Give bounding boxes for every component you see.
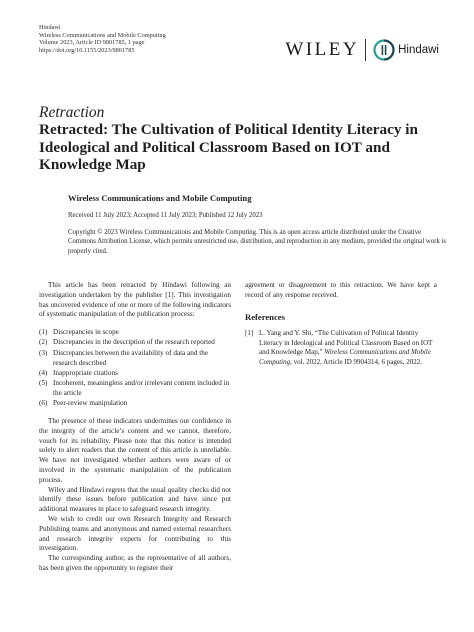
wiley-hindawi-logo: [285, 37, 439, 63]
list-item-number: (5): [39, 379, 48, 388]
article-type: Retraction: [39, 104, 105, 121]
list-item-number: (2): [39, 338, 48, 347]
list-item-text: Inappropriate citations: [53, 368, 118, 377]
right-column: [245, 281, 437, 367]
wiley-logo-text: WILEY: [285, 39, 360, 60]
intro-paragraph: This article has been retracted by Hindawi following an investigation undertaken by the publisher [1]. This investigation has uncovered evidence of one or more of the following indicators of systematic manipulation of the publication process:: [39, 281, 231, 319]
list-item-text: Peer-review manipulation: [53, 399, 128, 408]
publisher-name: Hindawi: [39, 24, 61, 31]
list-item: [39, 369, 231, 379]
indicator-list: [39, 328, 231, 409]
reference-number: [1]: [245, 329, 254, 338]
reference-details: , vol. 2022, Article ID 9904314, 6 pages, 2022.: [290, 357, 422, 366]
hindawi-logo-text: Hindawi: [398, 44, 439, 56]
list-item: [39, 379, 231, 399]
list-item-text: Discrepancies in the description of the research reported: [53, 338, 215, 347]
volume-line: Volume 2023, Article ID 9801785, 1 page: [39, 39, 145, 47]
left-column: [39, 281, 231, 574]
confidence-paragraph: The presence of these indicators undermines our confidence in the integrity of the article’s content and we cannot, therefore, vouch for its reliability. Please note that this notice is intended solely to alert readers that the content of this article is unreliable. We have not investigated whether authors were aware of or involved in the systematic manipulation of the publication process.: [39, 417, 231, 484]
list-item-number: (1): [39, 328, 48, 337]
references-heading: References: [245, 311, 285, 322]
reference-authors-title: L. Yang and Y. Shi, “The Cultivation of Political Identity Literacy in Ideological and Political Classroom Based on IOT and Knowledge Map,”: [259, 329, 433, 357]
list-item: [39, 399, 231, 409]
list-item-number: (4): [39, 368, 48, 377]
article-metadata: [39, 24, 166, 54]
article-title: Retracted: The Cultivation of Political Identity Literacy in Ideological and Political Classroom Based on IOT and Knowledge Map: [39, 121, 418, 174]
reference-journal: Wireless Communications and Mobile Computing: [259, 348, 431, 366]
quality-checks-paragraph: Wiley and Hindawi regrets that the usual quality checks did not identify these issues before publication and have since put additional measures in place to safeguard research integrity.: [39, 485, 231, 514]
reference-item: [245, 329, 437, 367]
list-item-text: Discrepancies between the availability of data and the research described: [53, 348, 209, 367]
hindawi-logo-icon: [373, 39, 395, 61]
publication-dates: Received 11 July 2023; Accepted 11 July 2023; Published 12 July 2023: [68, 212, 263, 219]
corresponding-author-paragraph-continued: agreement or disagreement to this retraction. We have kept a record of any response received.: [245, 281, 437, 299]
list-item: [39, 349, 231, 369]
journal-title: Wireless Communications and Mobile Computing: [68, 193, 252, 203]
reference-text: [259, 329, 437, 367]
list-item: [39, 338, 231, 348]
doi-link[interactable]: https://doi.org/10.1155/2023/9801785: [39, 46, 135, 54]
credits-paragraph: We wish to credit our own Research Integrity and Research Publishing teams and anonymous and named external researchers and research integrity experts for contributing to this investigation.: [39, 515, 231, 553]
copyright-notice: Copyright © 2023 Wireless Communications and Mobile Computing. This is an open access article distributed under the Creative Commons Attribution License, which permits unrestricted use, distribution, and reproduction in any medium, provided the original work is properly cited.: [68, 229, 447, 255]
list-item-number: (6): [39, 399, 48, 408]
list-item-text: Discrepancies in scope: [53, 328, 119, 337]
journal-name: Wireless Communications and Mobile Computing: [39, 31, 166, 39]
list-item-text: Incoherent, meaningless and/or irrelevant content included in the article: [53, 379, 230, 397]
corresponding-author-paragraph: The corresponding author, as the representative of all authors, has been given the opportunity to register their: [39, 554, 231, 573]
list-item-number: (3): [39, 348, 48, 357]
logo-divider: [365, 39, 366, 61]
list-item: [39, 328, 231, 338]
